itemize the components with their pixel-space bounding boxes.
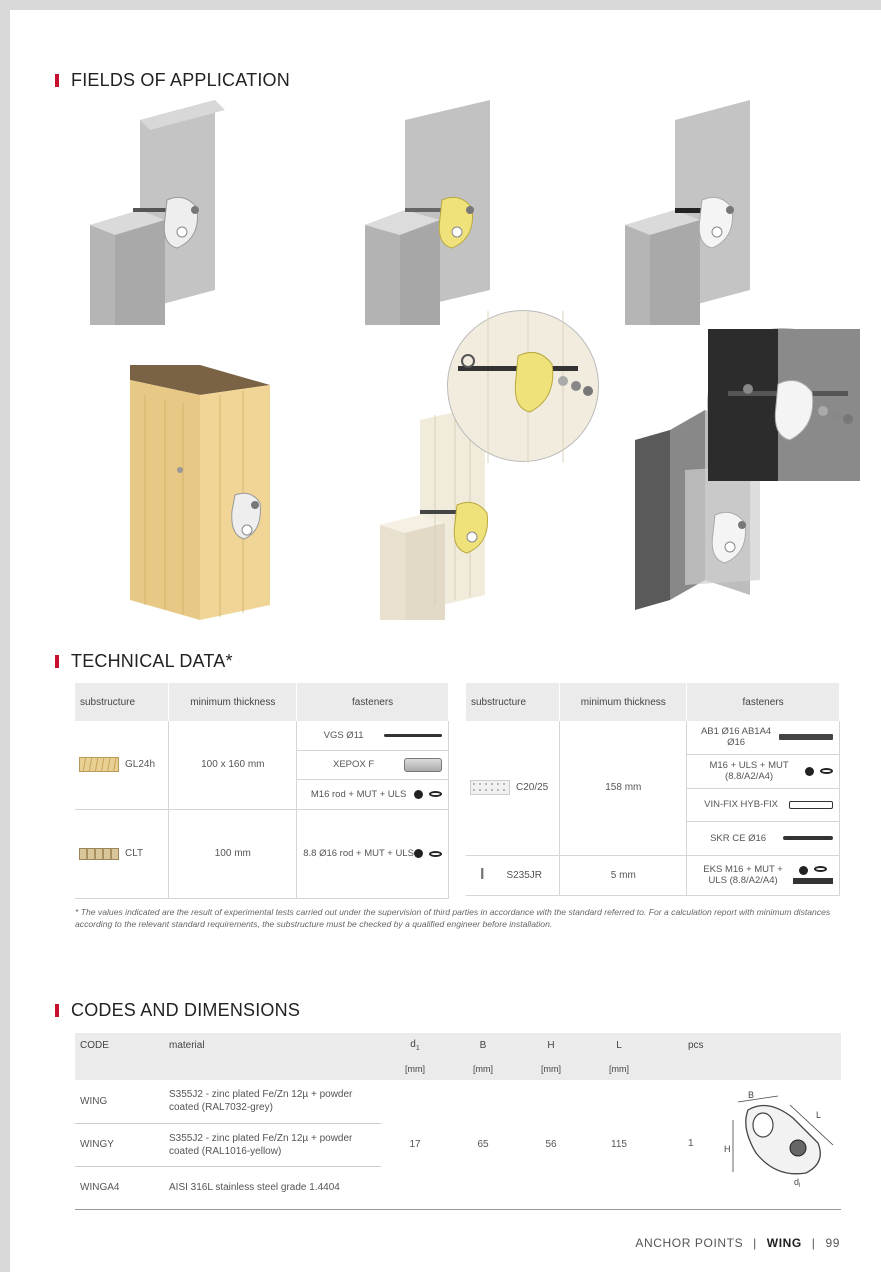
footer-separator: | [811, 1236, 816, 1250]
pcs-and-diagram-cell [653, 1080, 841, 1209]
column-header: L [585, 1033, 653, 1058]
fastener-label: VIN-FIX HYB-FIX [704, 799, 779, 810]
thickness-cell: 5 mm [560, 855, 687, 895]
unit-label: [mm] [449, 1058, 517, 1080]
timber-block-illustration [125, 365, 275, 625]
concrete-yellow-illustration [360, 100, 500, 325]
column-header: CODE [75, 1033, 169, 1058]
diagram-label-l: L [816, 1110, 822, 1120]
column-header-d1: $d_1$ [381, 1033, 449, 1058]
rod-nut-washer-icon [414, 849, 442, 858]
chemical-anchor-icon [789, 801, 833, 809]
clt-zoom-circle [447, 310, 599, 462]
thickness-cell: 100 mm [169, 809, 297, 898]
diagram-label-h: H [724, 1144, 731, 1154]
fastener-cell [297, 721, 449, 750]
steel-zoom-circle [707, 328, 859, 480]
thickness-cell: 158 mm [560, 721, 687, 855]
code-cell: WING [75, 1080, 169, 1123]
section-title-text: TECHNICAL DATA* [71, 651, 233, 671]
column-header: substructure [466, 683, 560, 721]
concrete-screw-icon [783, 836, 833, 840]
fastener-label: SKR CE Ø16 [710, 832, 767, 844]
fastener-cell [687, 788, 840, 821]
section-title-text: CODES AND DIMENSIONS [71, 1000, 301, 1020]
column-header: fasteners [297, 683, 449, 721]
fastener-cell [297, 809, 449, 898]
substructure-cell [75, 721, 169, 809]
fastener-label: M16 + ULS + MUT (8.8/A2/A4) [709, 760, 789, 782]
fastener-cell [687, 721, 840, 754]
concrete-swatch-icon [470, 780, 510, 795]
column-header: pcs [653, 1033, 841, 1058]
section-marker [55, 655, 59, 668]
column-header: B [449, 1033, 517, 1058]
steel-profile-icon: I [480, 866, 485, 883]
wing-dimension-diagram [724, 1090, 838, 1190]
column-header: fasteners [687, 683, 840, 721]
material-cell: S355J2 - zinc plated Fe/Zn 12µ + powder coated (RAL1016-yellow) [169, 1123, 381, 1166]
unit-label: [mm] [585, 1058, 653, 1080]
footer-section: ANCHOR POINTS [635, 1236, 744, 1250]
h-value: 56 [545, 1138, 557, 1150]
footer-product: WING [766, 1236, 802, 1250]
column-header: material [169, 1033, 381, 1058]
fastener-label: 8.8 Ø16 rod + MUT + ULS [303, 848, 414, 859]
technical-data-heading [55, 651, 233, 672]
screw-icon [384, 734, 442, 737]
clt-swatch-icon [79, 848, 119, 860]
technical-footnote: * The values indicated are the result of experimental tests carried out under the supervision of third parties in accordance with the standard referred to. For a calculation report with minimum distances according to the relevant standard requirements, the substructure must be checked by a qualified engineer before installation. [75, 907, 831, 929]
epoxy-cartridge-icon [404, 758, 442, 772]
unit-label: [mm] [517, 1058, 585, 1080]
fastener-label: VGS Ø11 [323, 729, 364, 741]
code-cell: WINGA4 [80, 1182, 120, 1193]
technical-table-timber [75, 683, 449, 899]
column-header: substructure [75, 683, 169, 721]
pcs-value: 1 [688, 1138, 694, 1149]
codes-dimensions-heading [55, 1000, 300, 1021]
diagram-label-d: $d_l$ [794, 1177, 801, 1189]
fields-of-application-heading [55, 70, 290, 91]
substructure-cell [466, 855, 560, 895]
concrete-white-illustration [620, 100, 760, 325]
fastener-cell [687, 754, 840, 788]
rod-nut-washer-icon [805, 767, 833, 776]
unit-label: [mm] [381, 1058, 449, 1080]
diagram-label-b: B [748, 1090, 755, 1100]
concrete-grey-illustration [85, 100, 225, 325]
d1-value: 17 [409, 1138, 421, 1150]
glulam-swatch-icon [79, 757, 119, 772]
material-cell: S355J2 - zinc plated Fe/Zn 12µ + powder coated (RAL7032-grey) [169, 1080, 381, 1123]
section-marker [55, 1004, 59, 1017]
substructure-cell [466, 721, 560, 855]
page-number: 99 [825, 1236, 840, 1250]
b-value: 65 [477, 1138, 489, 1150]
fastener-label: AB1 Ø16 AB1A4 Ø16 [700, 726, 772, 749]
bolt-nut-washer-icon [793, 866, 833, 884]
page-footer [635, 1236, 840, 1250]
substructure-label: GL24h [125, 759, 156, 771]
codes-table [75, 1033, 841, 1210]
anchor-bolt-icon [779, 734, 833, 740]
technical-table-concrete-steel [466, 683, 840, 896]
column-header: minimum thickness [169, 683, 297, 721]
thickness-cell: 100 x 160 mm [169, 721, 297, 809]
column-header: minimum thickness [560, 683, 687, 721]
substructure-label: CLT [125, 848, 144, 859]
material-cell: AISI 316L stainless steel grade 1.4404 [169, 1182, 340, 1193]
rod-nut-washer-icon [414, 790, 442, 799]
code-cell: WINGY [75, 1123, 169, 1166]
fastener-cell [297, 750, 449, 779]
fastener-cell [297, 779, 449, 809]
l-value: 115 [611, 1138, 627, 1150]
substructure-label: C20/25 [516, 782, 549, 794]
substructure-label: S235JR [506, 869, 543, 881]
fastener-label: M16 rod + MUT + ULS [310, 788, 407, 800]
catalog-page [10, 10, 881, 1272]
fastener-cell [687, 855, 840, 895]
column-header: H [517, 1033, 585, 1058]
section-marker [55, 74, 59, 87]
fastener-label: EKS M16 + MUT + ULS (8.8/A2/A4) [703, 864, 783, 886]
fastener-cell [687, 821, 840, 855]
substructure-cell [75, 809, 169, 898]
footer-separator: | [753, 1236, 757, 1250]
section-title-text: FIELDS OF APPLICATION [71, 70, 290, 90]
fastener-label: XEPOX F [332, 759, 375, 770]
